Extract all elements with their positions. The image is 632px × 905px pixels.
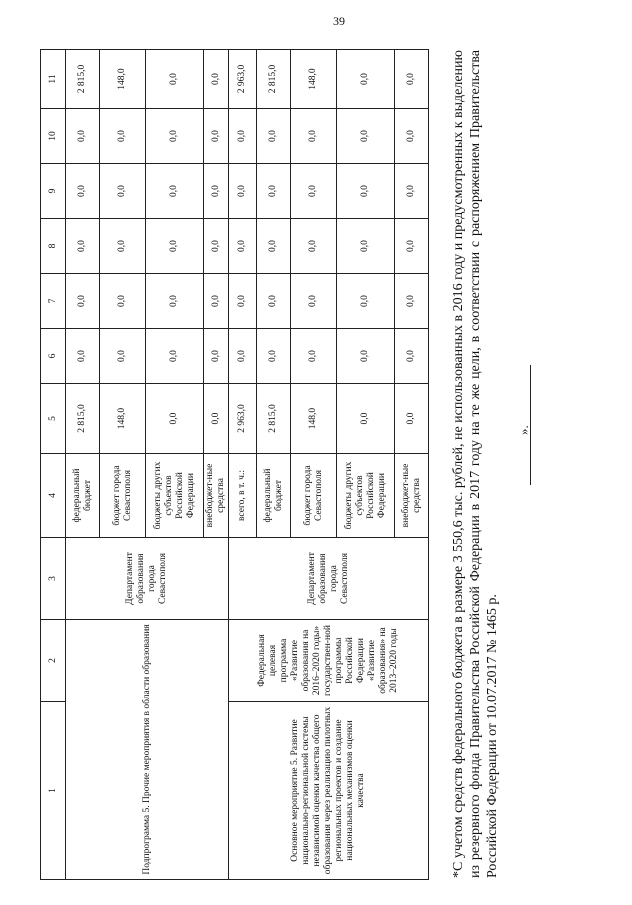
value-cell: 0,0 bbox=[395, 219, 429, 274]
value-cell: 0,0 bbox=[100, 219, 146, 274]
value-cell: 0,0 bbox=[204, 384, 229, 454]
value-cell: 0,0 bbox=[100, 109, 146, 164]
value-cell: 0,0 bbox=[337, 329, 395, 384]
value-cell: 0,0 bbox=[395, 109, 429, 164]
value-cell: 0,0 bbox=[395, 274, 429, 329]
value-cell: 0,0 bbox=[229, 219, 257, 274]
value-cell: 0,0 bbox=[66, 274, 100, 329]
header-cell: 7 bbox=[41, 274, 66, 329]
value-cell: 0,0 bbox=[257, 109, 291, 164]
value-cell: 0,0 bbox=[146, 274, 204, 329]
value-cell: 0,0 bbox=[257, 329, 291, 384]
value-cell: 0,0 bbox=[395, 384, 429, 454]
value-cell: 2 815,0 bbox=[66, 384, 100, 454]
value-cell: 0,0 bbox=[229, 329, 257, 384]
header-cell: 5 bbox=[41, 384, 66, 454]
value-cell: 0,0 bbox=[337, 274, 395, 329]
value-cell: 0,0 bbox=[100, 274, 146, 329]
end-line bbox=[530, 365, 531, 485]
value-cell: 0,0 bbox=[204, 109, 229, 164]
footnote-end: ». bbox=[516, 425, 531, 435]
value-cell: 0,0 bbox=[146, 50, 204, 109]
measure-title: Основное мероприятие 5. Развитие национально-региональной системы независимой оценки качества общего образования через реализацию пилотных региональных проектов и создание национальных механизмов оценки качества bbox=[229, 702, 429, 880]
source-cell: федеральный бюджет bbox=[66, 454, 100, 538]
value-cell: 0,0 bbox=[100, 164, 146, 219]
value-cell: 0,0 bbox=[337, 219, 395, 274]
value-cell: 0,0 bbox=[146, 219, 204, 274]
value-cell: 148,0 bbox=[291, 50, 337, 109]
page-number: 39 bbox=[333, 14, 345, 28]
value-cell: 2 815,0 bbox=[257, 384, 291, 454]
value-cell: 0,0 bbox=[204, 219, 229, 274]
value-cell: 2 963,0 bbox=[229, 384, 257, 454]
value-cell: 148,0 bbox=[100, 50, 146, 109]
value-cell: 2 815,0 bbox=[66, 50, 100, 109]
source-cell: бюджет города Севастополя bbox=[291, 454, 337, 538]
header-cell: 11 bbox=[41, 50, 66, 109]
header-cell: 4 bbox=[41, 454, 66, 538]
value-cell: 0,0 bbox=[146, 109, 204, 164]
value-cell: 148,0 bbox=[100, 384, 146, 454]
value-cell: 0,0 bbox=[66, 164, 100, 219]
subprogram-title: Подпрограмма 5. Прочие мероприятия в области образования bbox=[66, 620, 229, 880]
header-cell: 6 bbox=[41, 329, 66, 384]
source-cell: внебюджет-ные средства bbox=[204, 454, 229, 538]
value-cell: 0,0 bbox=[337, 164, 395, 219]
header-cell: 8 bbox=[41, 219, 66, 274]
value-cell: 0,0 bbox=[395, 164, 429, 219]
value-cell: 0,0 bbox=[66, 329, 100, 384]
value-cell: 2 963,0 bbox=[229, 50, 257, 109]
source-cell: федеральный бюджет bbox=[257, 454, 291, 538]
table-row bbox=[66, 50, 100, 880]
executor-cell: Департамент образования города Севастополя bbox=[229, 538, 429, 620]
value-cell: 0,0 bbox=[100, 329, 146, 384]
executor-cell: Департамент образования города Севастополя bbox=[66, 538, 229, 620]
footnote-text: *С учетом средств федерального бюджета в размере 3 550,6 тыс. рублей, не использованных в 2016 году и предусмотренных к выделению из резервного фонда Правительства Российской Федерации в 2017 году на те же цели, в соответствии с распоряжением Правительства Российской Федерации от 10.07.2017 № 1465 р. bbox=[451, 50, 500, 878]
budget-table bbox=[40, 49, 429, 880]
value-cell: 0,0 bbox=[257, 274, 291, 329]
value-cell: 0,0 bbox=[204, 274, 229, 329]
source-cell: внебюджет-ные средства bbox=[395, 454, 429, 538]
header-cell: 3 bbox=[41, 538, 66, 620]
value-cell: 0,0 bbox=[291, 329, 337, 384]
program-title: Федеральная целевая программа «Развитие образования на 2016–2020 годы» государствен-ной программы Российской Федерации «Развитие образования» на 2013–2020 годы bbox=[229, 620, 429, 702]
value-cell: 0,0 bbox=[229, 274, 257, 329]
value-cell: 2 815,0 bbox=[257, 50, 291, 109]
header-cell: 10 bbox=[41, 109, 66, 164]
rotated-content bbox=[40, 50, 560, 880]
header-row bbox=[41, 50, 66, 880]
value-cell: 0,0 bbox=[291, 274, 337, 329]
value-cell: 0,0 bbox=[395, 50, 429, 109]
source-cell: бюджеты других субъектов Российской Федерации bbox=[337, 454, 395, 538]
source-cell: бюджеты других субъектов Российской Федерации bbox=[146, 454, 204, 538]
header-cell: 1 bbox=[41, 702, 66, 880]
value-cell: 0,0 bbox=[66, 219, 100, 274]
value-cell: 0,0 bbox=[337, 50, 395, 109]
value-cell: 0,0 bbox=[229, 109, 257, 164]
source-cell: всего, в т. ч.: bbox=[229, 454, 257, 538]
header-cell: 9 bbox=[41, 164, 66, 219]
value-cell: 0,0 bbox=[66, 109, 100, 164]
value-cell: 0,0 bbox=[291, 219, 337, 274]
header-cell: 2 bbox=[41, 620, 66, 702]
value-cell: 0,0 bbox=[291, 164, 337, 219]
value-cell: 0,0 bbox=[204, 50, 229, 109]
value-cell: 0,0 bbox=[291, 109, 337, 164]
value-cell: 0,0 bbox=[257, 219, 291, 274]
value-cell: 0,0 bbox=[146, 329, 204, 384]
value-cell: 0,0 bbox=[395, 329, 429, 384]
value-cell: 0,0 bbox=[146, 384, 204, 454]
table-row bbox=[229, 50, 257, 880]
value-cell: 0,0 bbox=[229, 164, 257, 219]
value-cell: 0,0 bbox=[337, 109, 395, 164]
source-cell: бюджет города Севастополя bbox=[100, 454, 146, 538]
value-cell: 0,0 bbox=[204, 329, 229, 384]
value-cell: 0,0 bbox=[146, 164, 204, 219]
value-cell: 0,0 bbox=[337, 384, 395, 454]
value-cell: 0,0 bbox=[204, 164, 229, 219]
value-cell: 148,0 bbox=[291, 384, 337, 454]
value-cell: 0,0 bbox=[257, 164, 291, 219]
